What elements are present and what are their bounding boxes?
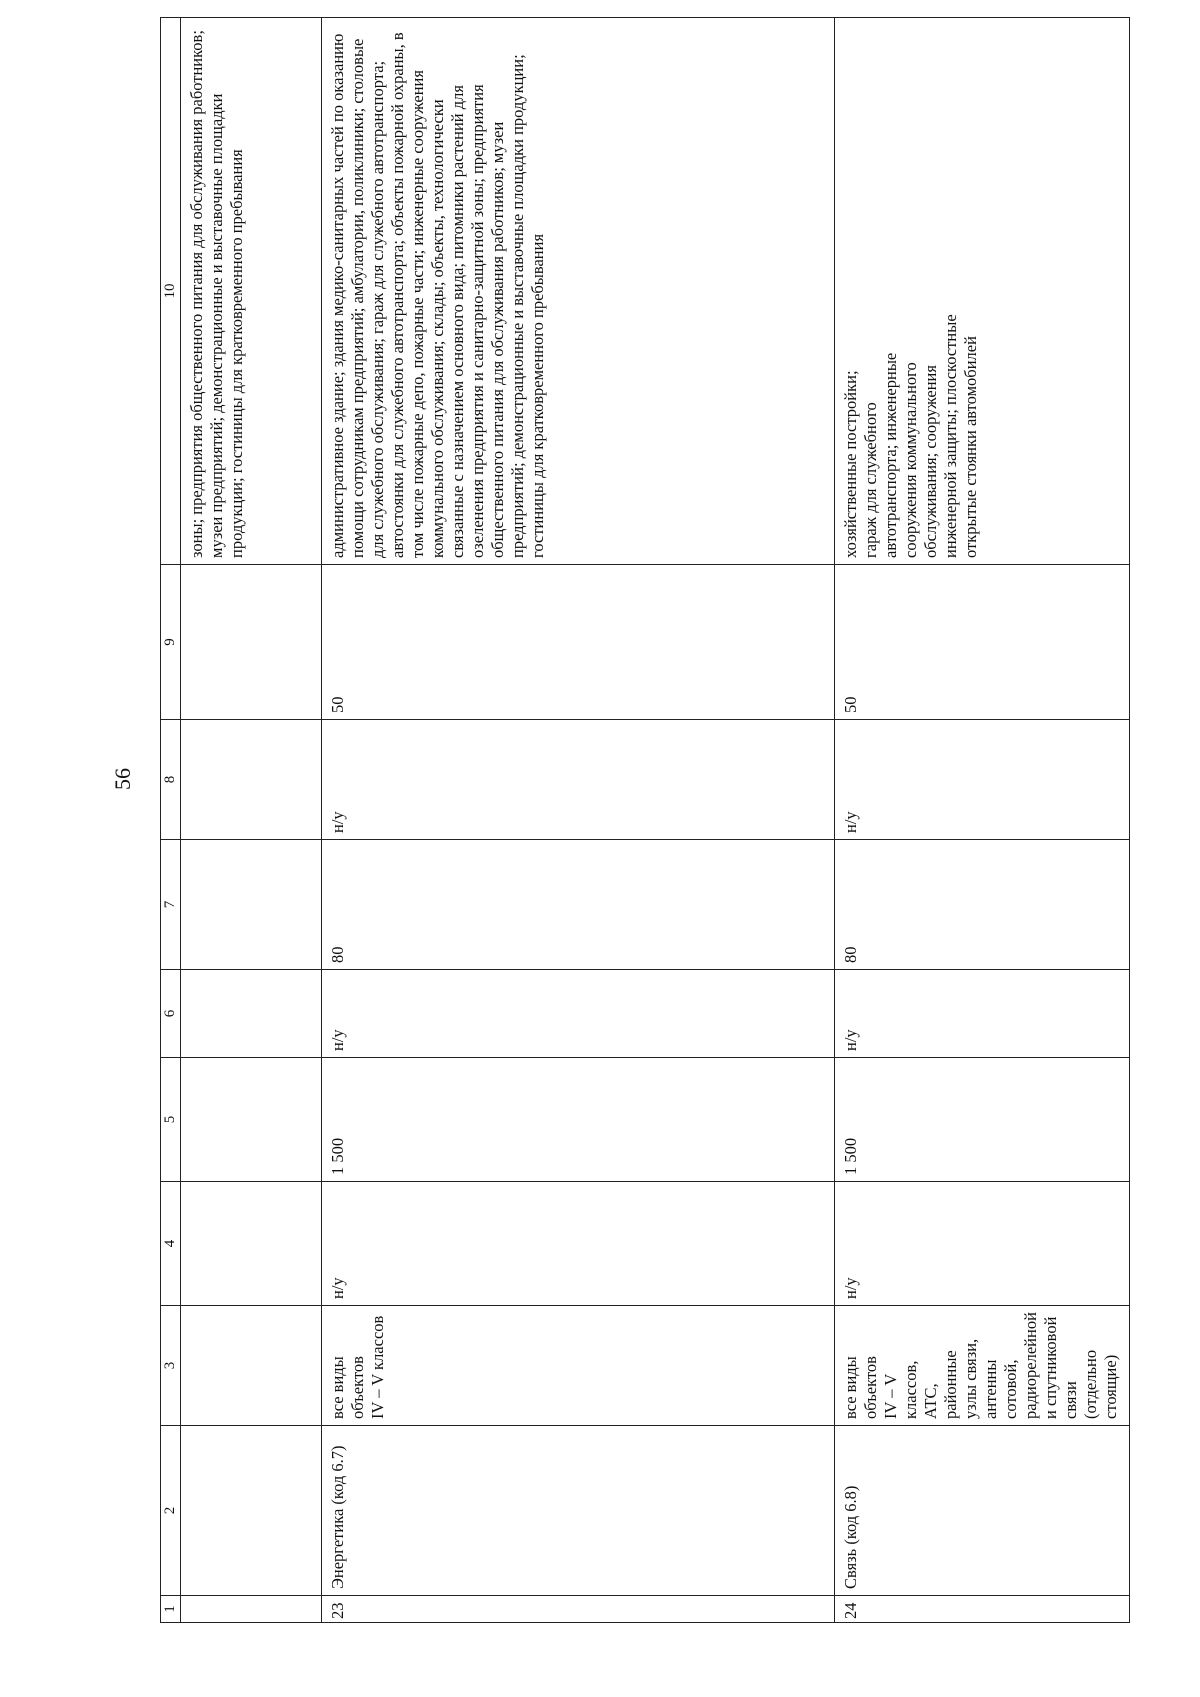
cell-auxiliary-uses: зоны; предприятия общественного питания для обслуживания работников; музеи предприятий; демонстрационные и выставочные площадки продукции; гостиницы для кратковременного пребывания (181, 18, 322, 565)
cell-auxiliary-uses: административное здание; здания медико-санитарных частей по оказанию помощи сотрудникам предприятий; амбулатории, поликлиники; столовые для служебного обслуживания; гараж для служебного автотранспорта; автостоянки для служебного автотранспорта; объекты пожарной охраны, в том числе пожарные депо, пожарные части; инженерные сооружения коммунального обслуживания; склады; объекты, технологически связанные с назначением основного вида; питомники растений для озеленения предприятия и санитарно-защитной зоны; предприятия общественного питания для обслуживания работников; музеи предприятий; демонстрационные и выставочные площадки продукции; гостиницы для кратковременного пребывания (322, 18, 835, 565)
cell-row-number: 24 (835, 1596, 1130, 1623)
header-cell: 4 (161, 1182, 181, 1306)
cell-col-6 (181, 970, 322, 1058)
cell-col-9 (181, 565, 322, 720)
cell-land-use-type (181, 1426, 322, 1596)
cell-col-6: н/у (322, 970, 835, 1058)
cell-col-5: 1 500 (835, 1058, 1130, 1182)
page-number: 56 (110, 768, 135, 790)
cell-col-7: 80 (835, 840, 1130, 970)
cell-col-7: 80 (322, 840, 835, 970)
table-row-24 (835, 18, 1130, 1623)
cell-land-use-type: Энергетика (код 6.7) (322, 1426, 835, 1596)
zoning-table (160, 17, 1130, 1623)
cell-col-8: н/у (322, 720, 835, 840)
header-cell: 7 (161, 840, 181, 970)
cell-col-8: н/у (835, 720, 1130, 840)
cell-objects (181, 1306, 322, 1426)
cell-auxiliary-uses: хозяйственные постройки; гараж для служебного автотранспорта; инженерные сооружения коммунального обслуживания; сооружения инженерной защиты; плоскостные открытые стоянки автомобилей (835, 18, 1130, 565)
header-cell: 9 (161, 565, 181, 720)
cell-col-5 (181, 1058, 322, 1182)
header-cell: 2 (161, 1426, 181, 1596)
header-cell: 5 (161, 1058, 181, 1182)
header-cell: 3 (161, 1306, 181, 1426)
cell-col-9: 50 (322, 565, 835, 720)
cell-col-7 (181, 840, 322, 970)
table-row-continuation (181, 18, 322, 1623)
cell-land-use-type: Связь (код 6.8) (835, 1426, 1130, 1596)
cell-col-4: н/у (835, 1182, 1130, 1306)
cell-col-6: н/у (835, 970, 1130, 1058)
cell-col-4: н/у (322, 1182, 835, 1306)
cell-col-5: 1 500 (322, 1058, 835, 1182)
header-cell: 8 (161, 720, 181, 840)
cell-objects: все виды объектов IV – V классов (322, 1306, 835, 1426)
header-cell: 10 (161, 18, 181, 565)
header-cell: 1 (161, 1596, 181, 1623)
cell-col-8 (181, 720, 322, 840)
cell-col-9: 50 (835, 565, 1130, 720)
rotated-table-wrapper (160, 30, 1120, 1623)
cell-row-number: 23 (322, 1596, 835, 1623)
cell-objects: все виды объектов IV – V классов, АТС, районные узлы связи, антенны сотовой, радиорелейной и спутниковой связи (отдельно стоящие) (835, 1306, 1130, 1426)
cell-row-number (181, 1596, 322, 1623)
header-row (161, 18, 181, 1623)
cell-col-4 (181, 1182, 322, 1306)
header-cell: 6 (161, 970, 181, 1058)
table-row-23 (322, 18, 835, 1623)
